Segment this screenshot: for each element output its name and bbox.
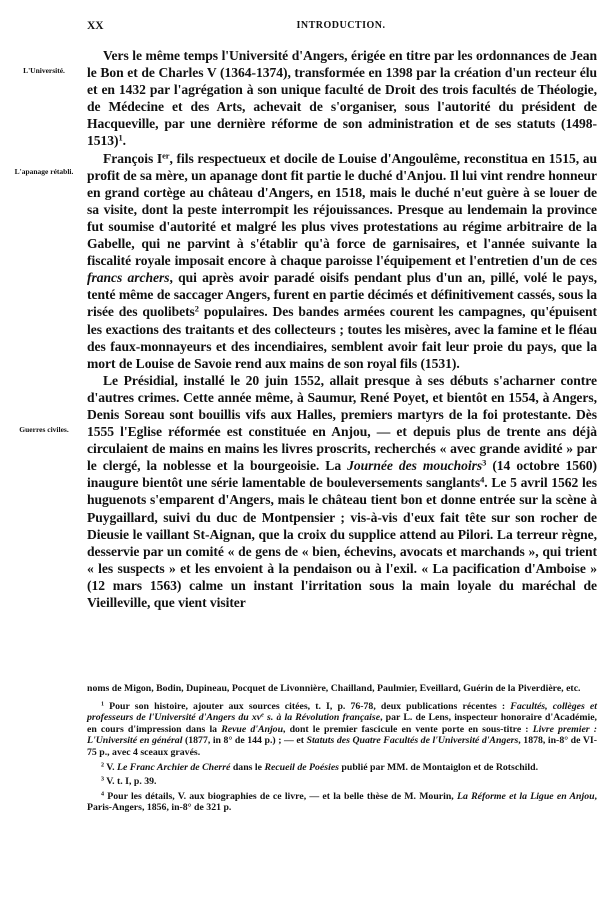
footnote-ref-2: 2 [194,303,199,314]
page-number: XX [87,20,104,32]
footnote-3: $^3$ V. t. I, p. 39. [101,776,157,788]
footnote-1: $^1$ Pour son histoire, ajouter aux sources citées, t. I, p. 76-78, deux publications récentes : Facultés, collèges et professeurs de l'Université d'Angers du $xv^e$ s. à la Révolution française, par L. de Lens, inspecteur honoraire d'Académie, en cours d'impression dans la Revue d'Anjou, dont le premier fascicule en vente porte en sous-titre : Livre premier : L'Université en général (1877, in 8° de 144 p.) ; — et Statuts des Quatre Facultés de l'Université d'Angers, 1878, in-8° de VI-75 p., avec 4 sceaux gravés. [87,700,598,758]
footnote-ref-3: 3 [482,457,487,468]
footnote-continuation: noms de Migon, Bodin, Dupineau, Pocquet de Livonnière, Chailland, Paulmier, Eveillard, Guérin de la Piverdière, etc. [87,683,581,694]
journee-des-mouchoirs: Journée des mouchoirs [347,458,483,474]
footnote-4: $^4$ Pour les détails, V. aux biographies de ce livre, — et la belle thèse de M. Mourin, La Réforme et la Ligue en Anjou, Paris-Angers, 1856, in-8° de 321 p. [87,790,597,814]
footnote-ref-4: 4 [480,474,485,485]
francs-archers: francs archers [87,270,170,286]
paragraph-guerres: Le Présidial, installé le 20 juin 1552, allait presque à ses débuts s'acharner contre d'autres crimes. Cette année même, à Saumur, René Poyet, et bientôt en 1554, à Angers, Denis Soreau sont bouillis vifs aux Halles, premiers martyrs de la foi protestante. Dès 1555 l'Eglise réformée est constituée en Anjou, — et depuis plus de trente ans déjà circulaient de mains en mains les livres proscrits, recherchés « avec grande avidité » par le clergé, la noblesse et la bourgeoisie. La Journée des mouchoirs$^3$ (14 octobre 1560) inaugure bientôt une série lamentable de bouleversements sanglants$^4$. Le 5 avril 1562 les huguenots s'emparent d'Angers, mais le château tient bon et donne entrée sur la scène à Puygaillard, suivi du duc de Montpensier ; vis-à-vis d'eux fait tête sur son rocher de Dieusie le vaillant St-Aignan, que la croix du supplice attend au Pilori. La terreur règne, desservie par un comité « de gens de « bien, échevins, avocats et marchands », qui trient « les suspects » et les envoient à la pendaison ou à l'exil. « La pacification d'Amboise » (12 mars 1563) calme un instant l'irritation sous la main loyale du maréchal de Vieilleville, que vient visiter [87,372,598,610]
paragraph-universite: Vers le même temps l'Université d'Angers, érigée en titre par les ordonnances de Jean le Bon et de Charles V (1364-1374), transformée en 1398 par la création d'un recteur élu et en 1432 par l'agrégation à son unique faculté de Droit des trois facultés de Théologie, de Médecine et des Arts, achevait de s'organiser, sous l'autorité du président de Hacqueville, par une dernière réforme de son administration et de ses statuts (1498-1513)$^1$. [87,48,597,149]
margin-note-universite: L'Université. [23,66,65,75]
main-text [87,47,597,611]
footnotes [87,683,597,817]
running-title: INTRODUCTION. [296,20,386,31]
margin-note-apanage: L'apanage rétabli. [14,167,74,176]
footnote-ref-1: 1 [118,132,123,143]
running-header [87,20,595,32]
footnote-2: $^2$ V. Le Franc Archier de Cherré dans le Recueil de Poésies publié par MM. de Montaiglon et de Rotschild. [101,761,539,773]
paragraph-apanage: François Ier, fils respectueux et docile de Louise d'Angoulême, reconstitua en 1515, au profit de sa mère, un apanage dont fit partie le duché d'Anjou. Il lui vint rendre honneur en grand cortège au château d'Angers, en 1518, mais le duché n'eut guère à se louer de sa visite, dont la peste interrompit les réjouissances. Presque au lendemain la province fut soumise d'autorité et malgré les plus vives protestations au régime arbitraire de la Gabelle, qui ne parvint à s'établir qu'à force de garnisaires, et l'année suivante la fiscalité royale imposait encore à chaque paroisse l'équipement et l'entretien d'un de ces francs archers, qui après avoir paradé oisifs pendant plus d'un an, pillé, volé le pays, tenté même de saccager Angers, furent en partie décimés et définitivement cassés, sous la risée des quolibets$^2$ populaires. Des bandes armées courent les campagnes, qu'épuisent les exactions des traitants et des collecteurs ; toutes les misères, avec la famine et le fléau des faux-monnayeurs et des incendiaires, semblent avoir fait leur proie du pays, que la mort de Louise de Savoie rend aux mains de son royal fils (1531). [87,149,598,371]
margin-note-guerres: Guerres civiles. [19,425,69,434]
